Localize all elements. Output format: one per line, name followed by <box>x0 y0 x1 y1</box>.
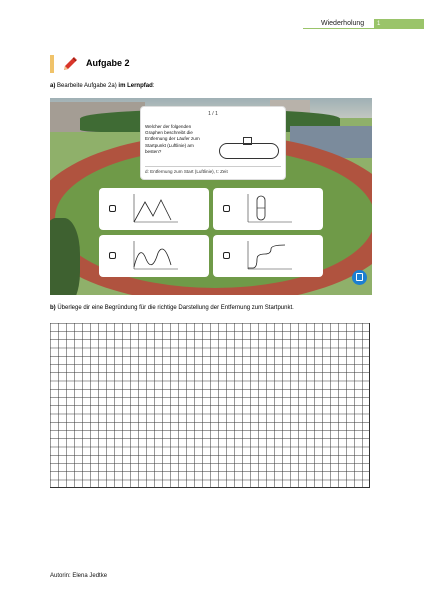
answer-option-3[interactable] <box>99 235 209 277</box>
foreground-trees <box>50 218 80 295</box>
question-divider <box>145 166 281 167</box>
question-counter: 1 / 1 <box>208 111 218 117</box>
question-card <box>140 106 286 180</box>
header-title: Wiederholung <box>321 20 365 27</box>
answer-grid[interactable] <box>50 323 370 488</box>
option-2-checkbox[interactable] <box>223 205 230 212</box>
task-a-text: Bearbeite Aufgabe 2a) <box>57 83 117 89</box>
page-number: 1 <box>374 19 424 29</box>
option-4-checkbox[interactable] <box>223 252 230 259</box>
lernpfad-screenshot <box>50 98 372 295</box>
track-sketch <box>219 143 279 159</box>
answer-option-1[interactable] <box>99 188 209 230</box>
option-1-checkbox[interactable] <box>109 205 116 212</box>
axis-legend: d: Entfernung zum Start (Luftlinie), t: Zeit <box>145 169 228 174</box>
task-marker <box>50 55 54 73</box>
task-title: Aufgabe 2 <box>86 58 130 68</box>
answer-option-4[interactable] <box>213 235 323 277</box>
pencil-icon <box>61 55 79 73</box>
graph-option-4 <box>245 239 295 273</box>
task-a-link: im Lernpfad <box>118 83 153 89</box>
task-a-label: a) <box>50 83 56 89</box>
option-3-checkbox[interactable] <box>109 252 116 259</box>
task-a-colon: : <box>152 83 155 89</box>
task-b-instruction <box>50 305 294 311</box>
task-a-instruction <box>50 83 154 89</box>
graph-option-1 <box>131 192 181 226</box>
graph-option-2 <box>245 192 295 226</box>
task-b-label: b) <box>50 305 56 311</box>
footer-author: Autorin: Elena Jedtke <box>50 573 108 579</box>
edit-check-icon[interactable] <box>352 270 367 285</box>
answer-option-2[interactable] <box>213 188 323 230</box>
question-text: Welcher der folgenden Graphen beschreibt die Entfernung der Läufer zum Startpunkt (Luftlinie) am besten? <box>145 124 200 154</box>
task-b-text: Überlege dir eine Begründung für die richtige Darstellung der Entfernung zum Startpunkt. <box>57 305 294 311</box>
graph-option-3 <box>131 239 181 273</box>
